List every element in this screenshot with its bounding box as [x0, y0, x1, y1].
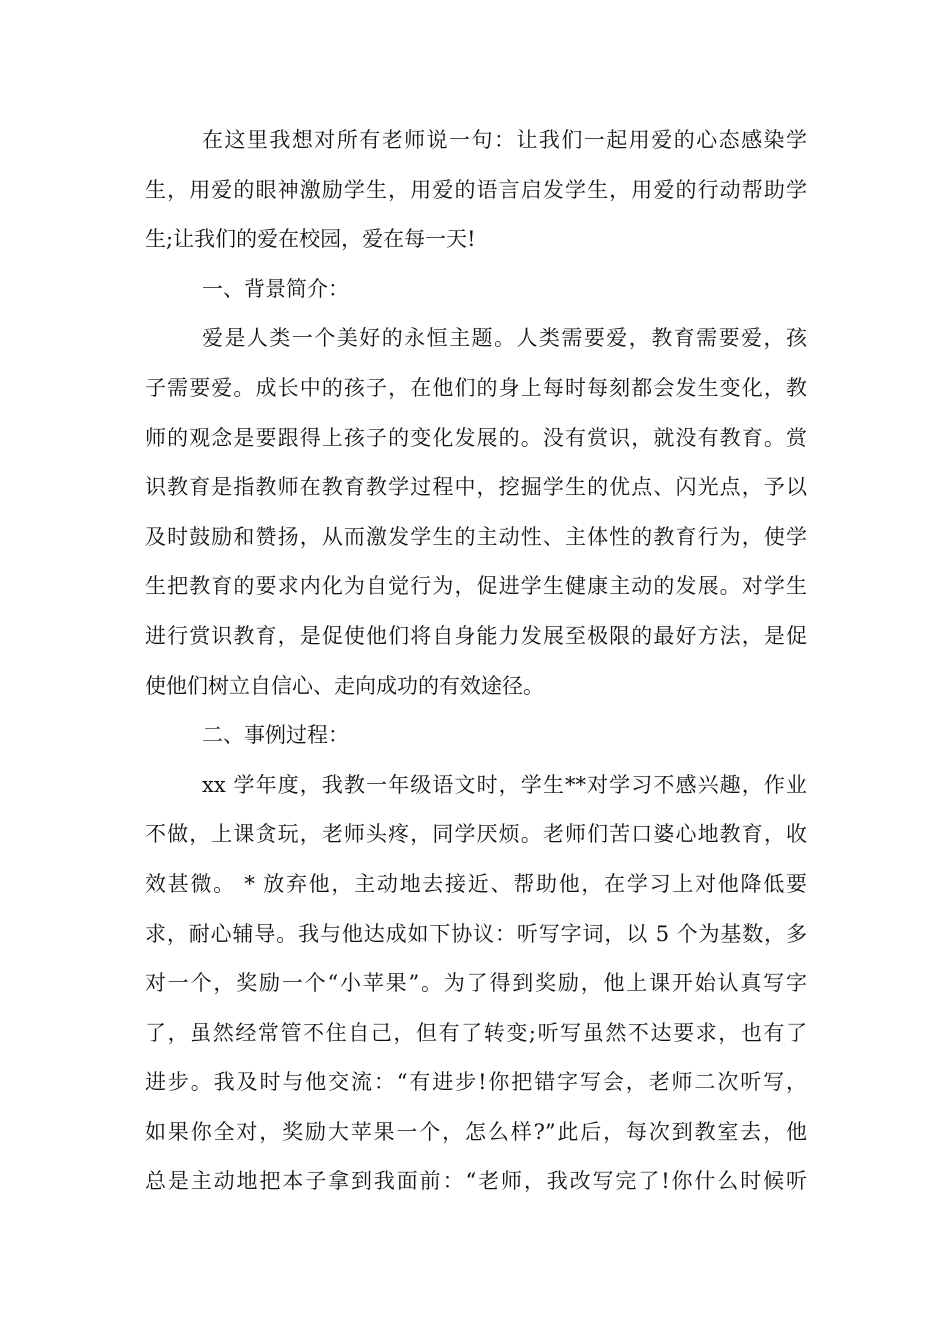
paragraph-line: 爱是人类一个美好的永恒主题。人类需要爱，教育需要爱，孩	[202, 326, 807, 351]
paragraph-line: 总是主动地把本子拿到我面前：“老师，我改写完了!你什么时候听	[145, 1169, 807, 1194]
section-heading-process: 二、事例过程：	[202, 723, 349, 748]
paragraph-line: 及时鼓励和赞扬，从而激发学生的主动性、主体性的教育行为，使学	[145, 524, 807, 549]
paragraph-line: 了，虽然经常管不住自己，但有了转变;听写虽然不达要求，也有了	[145, 1020, 807, 1045]
section-heading-background: 一、背景简介：	[202, 276, 349, 301]
paragraph-line: 对一个，奖励一个“小苹果”。为了得到奖励，他上课开始认真写字	[145, 971, 807, 996]
paragraph-line: 生把教育的要求内化为自觉行为，促进学生健康主动的发展。对学生	[145, 574, 807, 599]
document-body	[145, 116, 807, 1207]
paragraph-line: 生;让我们的爱在校园，爱在每一天!	[145, 227, 476, 252]
paragraph-line: 如果你全对，奖励大苹果一个，怎么样?”此后，每次到教室去，他	[145, 1119, 807, 1144]
paragraph-line: 不做，上课贪玩，老师头疼，同学厌烦。老师们苦口婆心地教育，收	[145, 822, 807, 847]
paragraph-line: 进步。我及时与他交流：“有进步!你把错字写会，老师二次听写，	[145, 1070, 807, 1095]
paragraph-line: 使他们树立自信心、走向成功的有效途径。	[145, 673, 544, 698]
paragraph-line: 识教育是指教师在教育教学过程中，挖掘学生的优点、闪光点，予以	[145, 475, 807, 500]
paragraph-line: 生，用爱的眼神激励学生，用爱的语言启发学生，用爱的行动帮助学	[145, 177, 807, 202]
paragraph-line: 求，耐心辅导。我与他达成如下协议：听写字词，以 5 个为基数，多	[145, 921, 807, 946]
paragraph-line: 效甚微。 * 放弃他，主动地去接近、帮助他，在学习上对他降低要	[145, 871, 807, 896]
paragraph-line: 师的观念是要跟得上孩子的变化发展的。没有赏识，就没有教育。赏	[145, 425, 807, 450]
paragraph-line: 在这里我想对所有老师说一句：让我们一起用爱的心态感染学	[202, 128, 807, 152]
paragraph-line: 子需要爱。成长中的孩子，在他们的身上每时每刻都会发生变化，教	[145, 375, 807, 400]
paragraph-line: xx 学年度，我教一年级语文时，学生**对学习不感兴趣，作业	[202, 772, 807, 797]
paragraph-line: 进行赏识教育，是促使他们将自身能力发展至极限的最好方法，是促	[145, 623, 807, 648]
